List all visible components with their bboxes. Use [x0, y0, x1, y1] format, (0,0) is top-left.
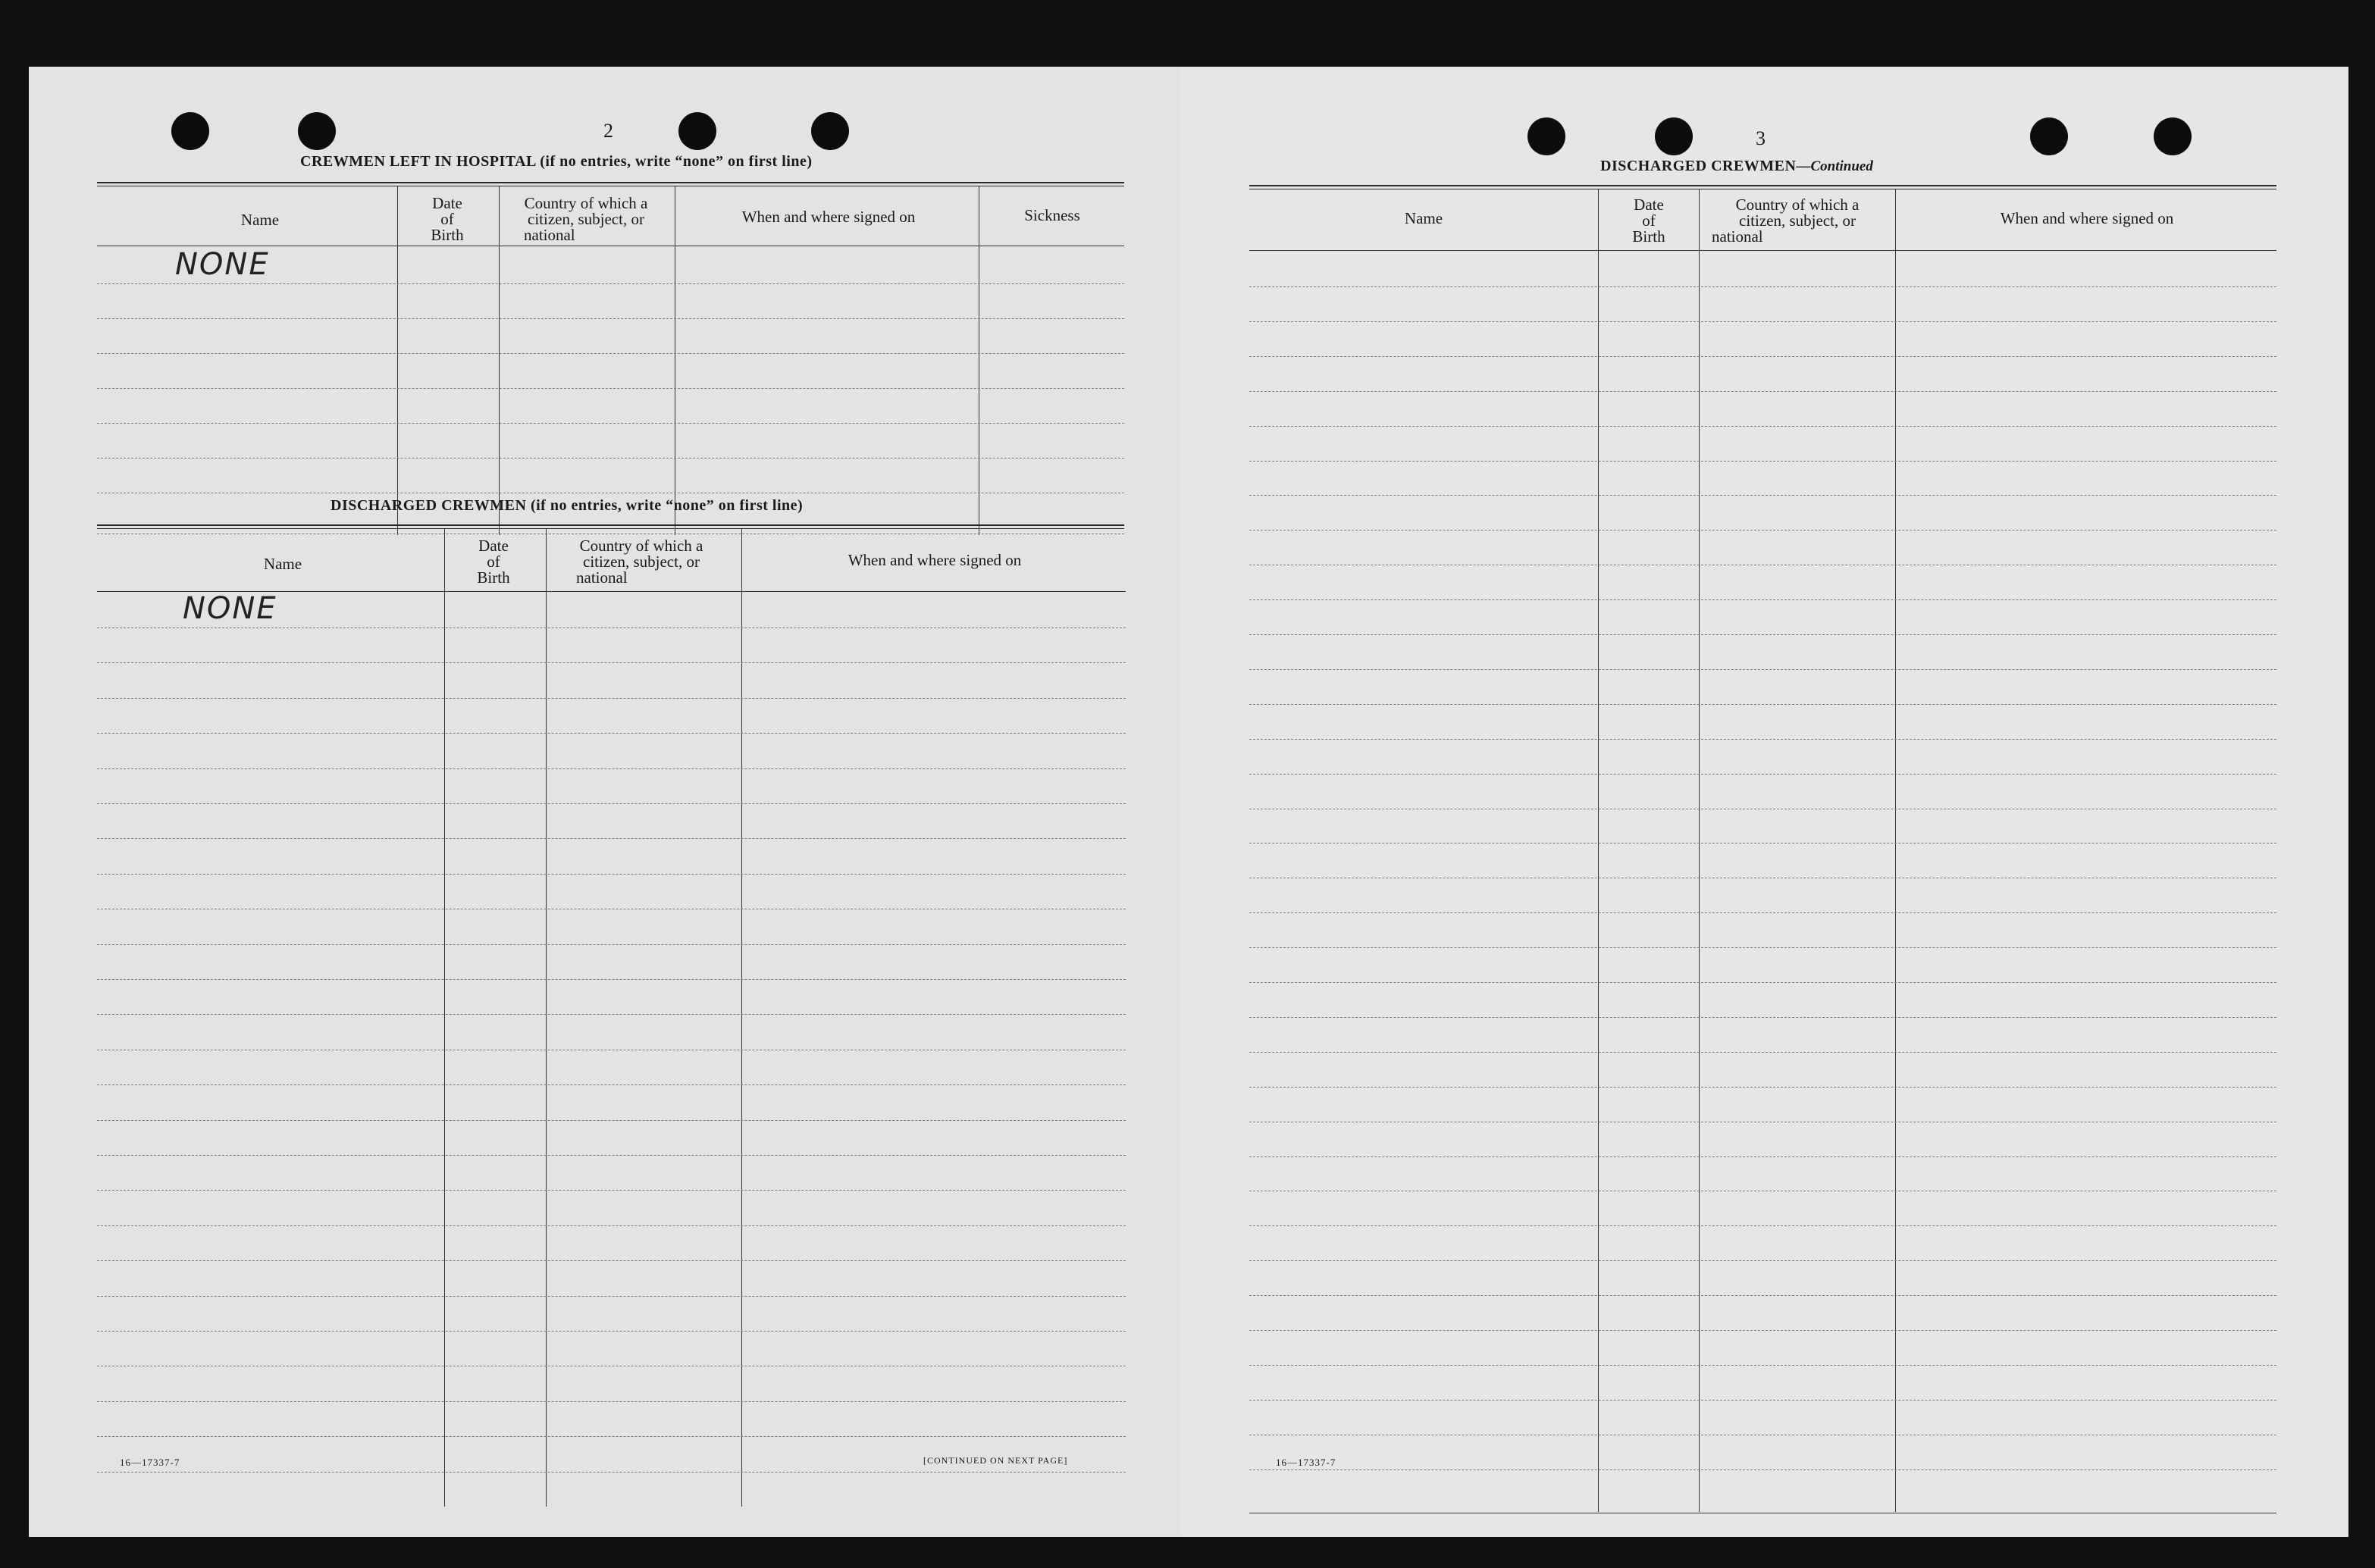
ruled-line: [97, 979, 1126, 980]
hospital-section-title: CREWMEN LEFT IN HOSPITAL (if no entries, write “none” on first line): [300, 153, 813, 170]
discharged-continued-title: DISCHARGED CREWMEN—Continued: [1600, 158, 1873, 174]
ruled-line: [1249, 1295, 2276, 1296]
punch-hole: [1527, 117, 1565, 155]
ruled-line: [97, 1436, 1126, 1437]
col-when-where: When and where signed on: [741, 208, 916, 226]
ruled-line: [1249, 634, 2276, 635]
col-country: Country of which a citizen, subject, or national: [576, 537, 703, 587]
ruled-line: [1249, 739, 2276, 740]
ruled-line: [1249, 391, 2276, 392]
ruled-line: [1249, 1052, 2276, 1053]
col-date-of-birth: Date of Birth: [431, 194, 464, 244]
ruled-line: [1249, 356, 2276, 357]
ruled-line: [1249, 426, 2276, 427]
punch-hole: [2030, 117, 2068, 155]
header-rule: [1249, 185, 2276, 189]
col-name: Name: [240, 211, 280, 229]
ruled-line: [1249, 912, 2276, 913]
ruled-line: [97, 1260, 1126, 1261]
punch-hole: [811, 112, 849, 150]
form-number: 16—17337-7: [120, 1457, 180, 1468]
ruled-line: [1249, 495, 2276, 496]
ruled-line: [97, 1472, 1126, 1473]
ruled-line: [97, 1190, 1126, 1191]
ruled-line: [1249, 1330, 2276, 1331]
ruled-line: [97, 698, 1126, 699]
ruled-line: [1249, 286, 2276, 287]
punch-hole: [678, 112, 716, 150]
ruled-line: [97, 1225, 1126, 1226]
punch-hole: [298, 112, 336, 150]
header-rule: [97, 182, 1124, 186]
col-country: Country of which a citizen, subject, or national: [1712, 196, 1860, 246]
ruled-line: [97, 1084, 1126, 1085]
ruled-line: [97, 1120, 1126, 1121]
col-when-where: When and where signed on: [2000, 209, 2174, 227]
page-number: 3: [1756, 127, 1766, 149]
ruled-line: [1249, 1087, 2276, 1088]
punch-hole: [1655, 117, 1693, 155]
ruled-line: [97, 768, 1126, 769]
continued-note: [CONTINUED ON NEXT PAGE]: [923, 1455, 1068, 1466]
ruled-line: [97, 662, 1126, 663]
left-page: [29, 67, 1181, 1537]
handwritten-entry: NONE: [175, 247, 270, 282]
ruled-line: [97, 1331, 1126, 1332]
ruled-line: [97, 874, 1126, 875]
punch-hole: [171, 112, 209, 150]
ruled-line: [1249, 669, 2276, 670]
ruled-line: [97, 733, 1126, 734]
page-number: 2: [603, 120, 613, 142]
ruled-line: [1249, 1365, 2276, 1366]
ruled-line: [97, 838, 1126, 839]
ruled-line: [1249, 321, 2276, 322]
col-country: Country of which a citizen, subject, or national: [524, 194, 648, 244]
col-date-of-birth: Date of Birth: [1632, 196, 1665, 246]
col-name: Name: [1404, 209, 1443, 227]
ruled-line: [1249, 1225, 2276, 1226]
ruled-line: [97, 1014, 1126, 1015]
right-page: [1181, 67, 2348, 1537]
col-name: Name: [263, 555, 302, 573]
ruled-line: [1249, 1017, 2276, 1018]
punch-hole: [2154, 117, 2192, 155]
ruled-line: [97, 1296, 1126, 1297]
col-sickness: Sickness: [1024, 206, 1080, 224]
ruled-line: [1249, 947, 2276, 948]
ruled-line: [1249, 982, 2276, 983]
ruled-line: [1249, 774, 2276, 775]
ruled-line: [1249, 1400, 2276, 1401]
col-date-of-birth: Date of Birth: [477, 537, 510, 587]
ruled-line: [1249, 599, 2276, 600]
col-when-where: When and where signed on: [848, 551, 1022, 569]
ruled-line: [1249, 461, 2276, 462]
ruled-line: [1249, 1260, 2276, 1261]
discharged-section-title: DISCHARGED CREWMEN (if no entries, write “none” on first line): [331, 497, 804, 514]
form-number: 16—17337-7: [1276, 1457, 1336, 1468]
ruled-line: [1249, 1469, 2276, 1470]
ruled-line: [97, 803, 1126, 804]
ruled-line: [1249, 704, 2276, 705]
ruled-line: [97, 944, 1126, 945]
ruled-line: [1249, 1156, 2276, 1157]
handwritten-entry: NONE: [183, 591, 277, 626]
ruled-line: [97, 1401, 1126, 1402]
ruled-line: [97, 1155, 1126, 1156]
header-rule: [97, 524, 1124, 529]
